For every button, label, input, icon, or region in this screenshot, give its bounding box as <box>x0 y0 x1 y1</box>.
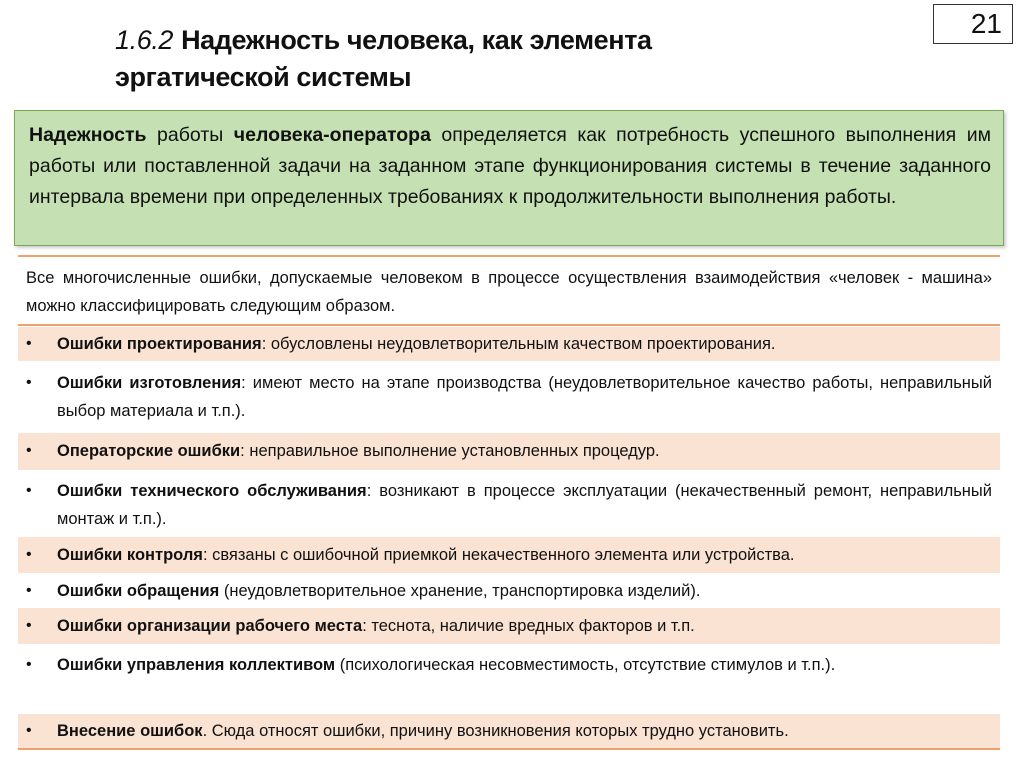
divider <box>18 324 1000 326</box>
item-title: Ошибки изготовления <box>57 374 242 392</box>
list-item <box>18 714 1000 748</box>
definition-text: работы <box>146 124 234 146</box>
item-title: Ошибки управления коллективом <box>57 656 336 674</box>
bullet-icon: • <box>26 656 32 673</box>
title-line-2: эргатической системы <box>115 62 412 92</box>
item-title: Ошибки организации рабочего места <box>57 617 363 635</box>
bullet-icon: • <box>26 335 32 352</box>
item-text: . Сюда относят ошибки, причину возникновения которых трудно установить. <box>202 722 789 740</box>
list-item <box>18 651 1000 714</box>
list-item <box>18 608 1000 644</box>
item-text: : неправильное выполнение установленных процедур. <box>240 442 660 460</box>
item-text: : имеют место на этапе производства (неудовлетворительное качество работы, неправильный выбор материала и т.п.). <box>57 374 992 420</box>
item-text: : обусловлены неудовлетворительным качеством проектирования. <box>261 335 776 353</box>
item-text: (неудовлетворительное хранение, транспортировка изделий). <box>219 582 701 600</box>
divider <box>18 255 1000 257</box>
definition-text-2: определяется как потребность успешного выполнения им работы или поставленной задачи на заданном этапе функционирования системы в течение заданного интервала времени при определенных требованиях к продолжительности выполнения работы. <box>29 124 992 208</box>
page-number: 21 <box>933 4 1013 44</box>
item-text: : теснота, наличие вредных факторов и т.п. <box>362 617 695 635</box>
bullet-icon: • <box>26 442 32 459</box>
item-title: Операторские ошибки <box>57 442 241 460</box>
definition-box <box>14 110 1004 246</box>
item-title: Ошибки проектирования <box>57 335 262 353</box>
intro-text: Все многочисленные ошибки, допускаемые человеком в процессе осуществления взаимодействия «человек - машина» можно классифицировать следующим образом. <box>26 269 992 315</box>
slide-title <box>115 22 652 96</box>
list-item <box>18 433 1000 470</box>
item-title: Внесение ошибок <box>57 722 203 740</box>
definition-term: Надежность <box>29 124 147 146</box>
item-title: Ошибки технического обслуживания <box>57 482 367 500</box>
definition-term-2: человека-оператора <box>233 124 431 146</box>
bullet-icon: • <box>26 482 32 499</box>
bullet-icon: • <box>26 722 32 739</box>
bullet-icon: • <box>26 617 32 634</box>
title-line-1: Надежность человека, как элемента <box>181 25 652 55</box>
list-item <box>18 477 1000 535</box>
list-item <box>18 327 1000 361</box>
item-text: : возникают в процессе эксплуатации (некачественный ремонт, неправильный монтаж и т.п.). <box>57 482 992 528</box>
bullet-icon: • <box>26 374 32 391</box>
item-title: Ошибки обращения <box>57 582 220 600</box>
item-text: (психологическая несовместимость, отсутствие стимулов и т.п.). <box>335 656 836 674</box>
divider <box>18 748 1000 750</box>
section-number: 1.6.2 <box>115 25 174 55</box>
list-item <box>18 573 1000 608</box>
list-item <box>18 369 1000 433</box>
list-item <box>18 537 1000 573</box>
bullet-icon: • <box>26 546 32 563</box>
bullet-icon: • <box>26 582 32 599</box>
item-text: : связаны с ошибочной приемкой некачественного элемента или устройства. <box>202 546 795 564</box>
item-title: Ошибки контроля <box>57 546 203 564</box>
